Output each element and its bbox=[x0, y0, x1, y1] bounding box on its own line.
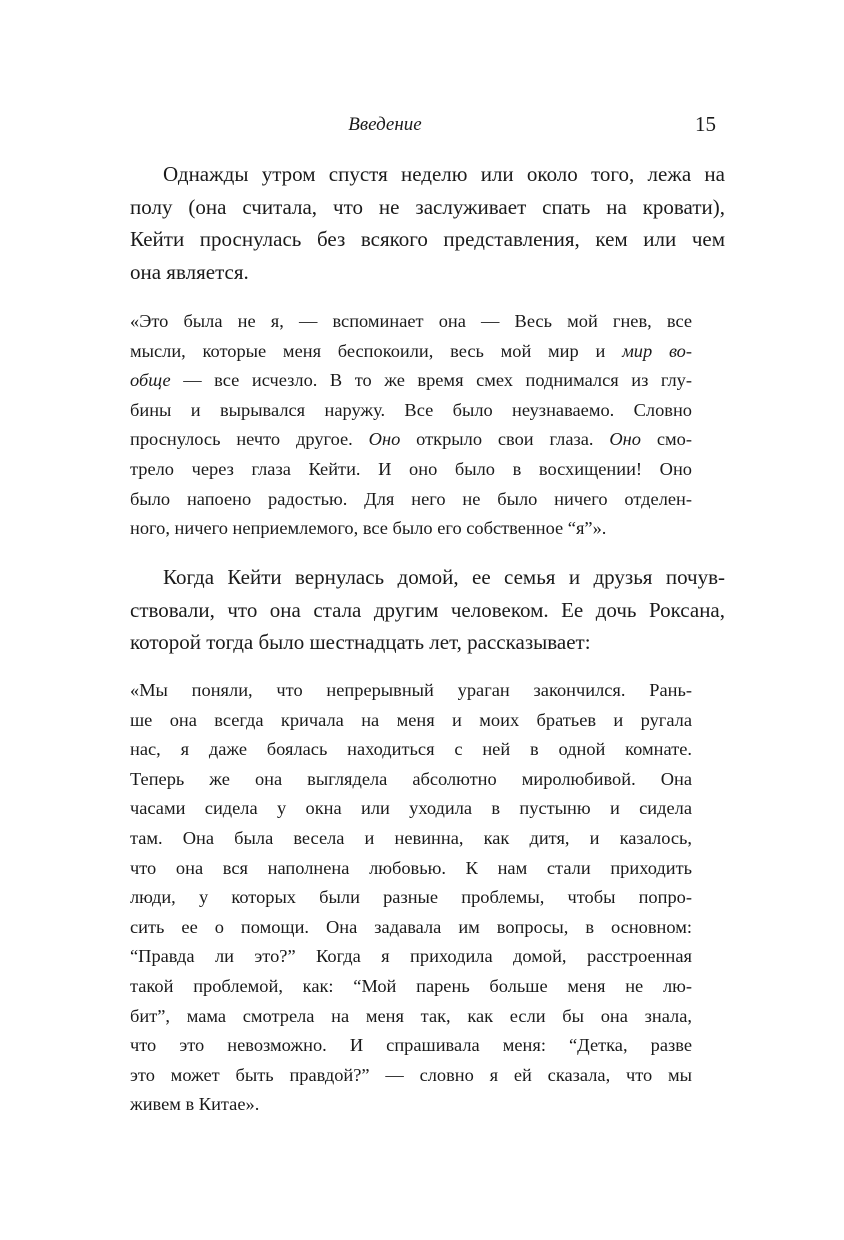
text-line bbox=[130, 972, 692, 1002]
running-head bbox=[0, 112, 844, 140]
text-segment: она является. bbox=[130, 259, 249, 284]
text-segment: было напоено радостью. Для него не было ничего отделен- bbox=[130, 488, 692, 509]
text-line bbox=[130, 1090, 692, 1120]
text-line bbox=[130, 765, 692, 795]
text-line bbox=[130, 1002, 692, 1032]
text-segment: бины и вырывался наружу. Все было неузнаваемо. Словно bbox=[130, 399, 692, 420]
text-segment: мысли, которые меня беспокоили, весь мой мир и bbox=[130, 340, 623, 361]
text-line bbox=[130, 824, 692, 854]
text-segment: живем в Китае». bbox=[130, 1094, 260, 1115]
text-line bbox=[130, 337, 692, 367]
text-line bbox=[130, 514, 692, 544]
text-line bbox=[130, 913, 692, 943]
text-segment: ного, ничего неприемлемого, все было его собственное “я”». bbox=[130, 518, 607, 539]
text-line bbox=[130, 561, 725, 594]
text-segment: открыло свои глаза. bbox=[400, 429, 610, 450]
paragraph-1 bbox=[130, 158, 725, 288]
text-line bbox=[130, 706, 692, 736]
paragraph-2 bbox=[130, 561, 725, 659]
text-segment: ствовали, что она стала другим человеком. Ее дочь Роксана, bbox=[130, 597, 725, 622]
text-line bbox=[130, 942, 692, 972]
quote-2 bbox=[130, 676, 692, 1120]
text-segment: Когда Кейти вернулась домой, ее семья и друзья почув- bbox=[163, 565, 725, 589]
text-segment: проснулось нечто другое. bbox=[130, 429, 369, 450]
text-line bbox=[130, 455, 692, 485]
text-segment: что это невозможно. И спрашивала меня: “Детка, разве bbox=[130, 1035, 692, 1056]
text-line bbox=[130, 307, 692, 337]
text-segment: такой проблемой, как: “Мой парень больше меня не лю- bbox=[130, 975, 692, 996]
italic-text: Оно bbox=[609, 429, 641, 450]
italic-text: мир во- bbox=[622, 340, 692, 361]
text-segment: там. Она была весела и невинна, как дитя, и казалось, bbox=[130, 827, 692, 848]
text-line bbox=[130, 366, 692, 396]
text-segment: которой тогда было шестнадцать лет, рассказывает: bbox=[130, 630, 591, 654]
text-line bbox=[130, 735, 692, 765]
text-segment: что она вся наполнена любовью. К нам стали приходить bbox=[130, 857, 692, 878]
italic-text: Оно bbox=[368, 429, 401, 450]
text-line bbox=[130, 485, 692, 515]
text-segment: смо- bbox=[641, 429, 693, 450]
text-segment: полу (она считала, что не заслуживает спать на кровати), bbox=[130, 194, 725, 219]
text-line bbox=[130, 1031, 692, 1061]
text-segment: ше она всегда кричала на меня и моих братьев и ругала bbox=[130, 709, 692, 730]
text-line bbox=[130, 223, 725, 256]
text-segment: люди, у которых были разные проблемы, чтобы попро- bbox=[130, 887, 692, 908]
text-segment: — все исчезло. В то же время смех поднимался из глу- bbox=[170, 370, 692, 391]
text-line bbox=[130, 396, 692, 426]
text-segment: Теперь же она выглядела абсолютно миролюбивой. Она bbox=[130, 768, 692, 789]
text-segment: “Правда ли это?” Когда я приходила домой, расстроенная bbox=[130, 946, 692, 967]
italic-text: обще bbox=[130, 370, 171, 391]
text-line bbox=[130, 191, 725, 224]
text-line bbox=[130, 854, 692, 884]
quote-1 bbox=[130, 307, 692, 544]
text-segment: трело через глаза Кейти. И оно было в восхищении! Оно bbox=[130, 458, 692, 479]
text-line bbox=[130, 1061, 692, 1091]
text-line bbox=[130, 158, 725, 191]
text-segment: бит”, мама смотрела на меня так, как если бы она знала, bbox=[130, 1005, 692, 1026]
text-line bbox=[130, 676, 692, 706]
text-segment: «Это была не я, — вспоминает она — Весь мой гнев, все bbox=[130, 311, 692, 331]
text-segment: это может быть правдой?” — словно я ей сказала, что мы bbox=[130, 1064, 692, 1085]
text-segment: «Мы поняли, что непрерывный ураган закончился. Рань- bbox=[130, 680, 692, 700]
text-segment: Кейти проснулась без всякого представления, кем или чем bbox=[130, 227, 725, 251]
text-line bbox=[130, 425, 692, 455]
page-number: 15 bbox=[695, 112, 716, 136]
text-segment: Однажды утром спустя неделю или около того, лежа на bbox=[163, 162, 725, 186]
text-line bbox=[130, 256, 725, 289]
text-segment: нас, я даже боялась находиться с ней в одной комнате. bbox=[130, 739, 692, 760]
text-segment: сить ее о помощи. Она задавала им вопросы, в основном: bbox=[130, 916, 692, 937]
text-line bbox=[130, 794, 692, 824]
text-line bbox=[130, 883, 692, 913]
section-title: Введение bbox=[348, 114, 422, 135]
text-line bbox=[130, 626, 725, 659]
text-segment: часами сидела у окна или уходила в пустыню и сидела bbox=[130, 798, 692, 819]
text-line bbox=[130, 594, 725, 627]
